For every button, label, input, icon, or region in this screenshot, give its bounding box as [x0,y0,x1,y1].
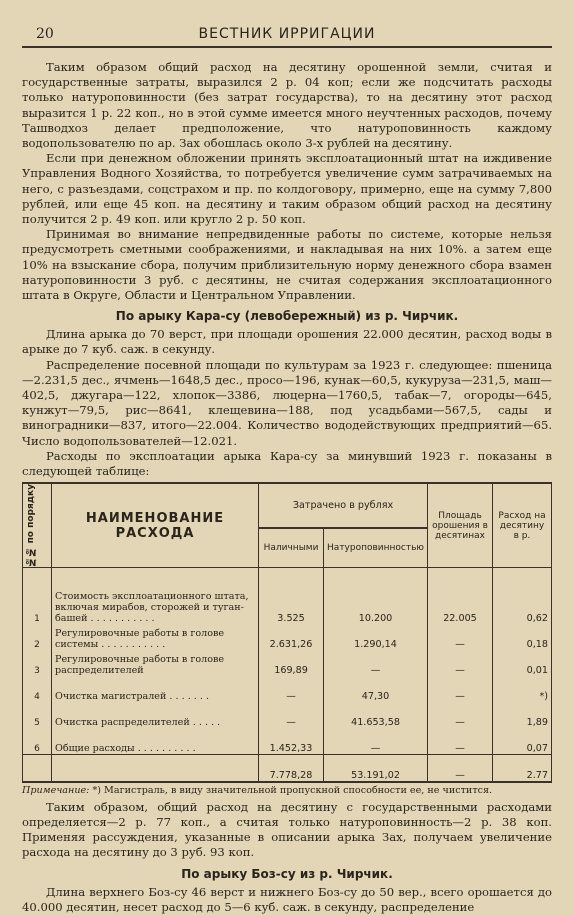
col-header-labor: Натуроповинностью [324,528,428,567]
total-labor: 53.191,02 [324,754,428,782]
col-header-number: №№ по порядку [23,483,52,567]
total-area: — [428,754,493,782]
row-name: Очистка распределителей . . . . . [52,702,259,728]
table-row [23,624,552,650]
row-cash: 169,89 [259,650,324,676]
page-content [22,60,552,915]
total-cash: 7.778,28 [259,754,324,782]
col-header-per-desyatina: Расход на десятину в р. [493,483,552,567]
row-area: — [428,728,493,755]
journal-title: ВЕСТНИК ИРРИГАЦИИ [198,26,376,42]
section-heading-boz-su: По арыку Боз-су из р. Чирчик. [181,866,393,881]
paragraph: Принимая во внимание непредвиденные работы по системе, которые нельзя предусмотреть сметными соображениями, и накладывая на них 10%. а затем еще 10% на взыскание сбора, получим приблизительную норму денежного сбора взамен натуроповинности 3 руб. с десятины, не считая содержания эксплоатационного штата в Округе, Области и Центральном Управлении. [22,227,552,303]
table-row [23,567,552,624]
row-cash: — [259,702,324,728]
row-name: Общие расходы . . . . . . . . . . [52,728,259,755]
table-note [22,785,552,796]
row-labor: 1.290,14 [324,624,428,650]
paragraph: Расходы по эксплоатации арыка Кара-су за минувший 1923 г. показаны в следующей таблице: [22,448,552,479]
row-number: 5 [23,702,52,728]
row-labor: 10.200 [324,567,428,624]
col-header-area: Площадь орошения в десятинах [428,483,493,567]
row-number: 2 [23,624,52,650]
row-number: 1 [23,567,52,624]
row-area: — [428,676,493,702]
page-header [22,22,552,48]
note-label: Примечание: [22,784,90,796]
paragraph: Распределение посевной площади по культурам за 1923 г. следующее: пшеница—2.231,5 дес., ячмень—1648,5 дес., просо—196, кунак—60,5, кукуруза—231,5, маш—402,5, джугара—122, хлопок—3386, люцерна—1760,5, табак—7, огороды—645, кунжут—79,5, рис—8641, клещевина—188, под усадьбами—567,5, сады и виноградники—837, итого—22.004. Количество вододействующих предприятий—65. Число водопользователей—12.021. [22,357,552,448]
col-header-cash: Наличными [259,528,324,567]
row-area: 22.005 [428,567,493,624]
paragraph: Длина арыка до 70 верст, при площади орошения 22.000 десятин, расход воды в арыке до 7 куб. саж. в секунду. [22,327,552,357]
row-per: 0,62 [493,567,552,624]
row-cash: 1.452,33 [259,728,324,755]
table-total-row [23,754,552,782]
table-row [23,728,552,755]
table-row [23,702,552,728]
paragraph: Таким образом общий расход на десятину орошенной земли, считая и государственные затраты, выразился 2 р. 04 коп; если же подсчитать расходы только натуроповинности (без затрат государства), то на десятину этот расход выразится 1 р. 22 коп., но в этой сумме имеется много неучтенных расходов, почему Ташводхоз делает предположение, что натуроповинность каждому водопользователю по ар. Зах обошлась около 3-х рублей на десятину. [22,60,552,151]
paragraph: Если при денежном обложении принять эксплоатационный штат на иждивение Управления Водного Хозяйства, то потребуется увеличение сумм затрачиваемых на него, с разъездами, соцстрахом и пр. по колдоговору, примерно, еще на сумму 7,800 рублей, или еще 45 коп. на десятину и таким образом общий расход на десятину получится 2 р. 49 коп. или кругло 2 р. 50 коп. [22,151,552,227]
row-cash: 2.631,26 [259,624,324,650]
table-row [23,650,552,676]
row-name: Стоимость эксплоатационного штата, включая мирабов, сторожей и туган-башей . . . . . . . . . . . [52,567,259,624]
row-cash: 3.525 [259,567,324,624]
row-labor: 47,30 [324,676,428,702]
row-area: — [428,702,493,728]
row-number: 4 [23,676,52,702]
paragraph: Длина верхнего Боз-су 46 верст и нижнего Боз-су до 50 вер., всего орошается до 40.000 десятин, несет расход до 5—6 куб. саж. в секунду, распределение [22,884,552,914]
table-row [23,676,552,702]
total-per: 2.77 [493,754,552,782]
row-per: 0,18 [493,624,552,650]
row-labor: 41.653,58 [324,702,428,728]
row-name: Регулировочные работы в голове распределителей [52,650,259,676]
paragraph: Таким образом, общий расход на десятину с государственными расходами определяется—2 р. 77 коп., а считая только натуроповинность—2 р. 38 коп. Применяя рассуждения, указанные в описании арыка Зах, получаем увеличение расхода на десятину до 3 руб. 93 коп. [22,799,552,860]
row-per: 1,89 [493,702,552,728]
row-area: — [428,650,493,676]
row-per: 0,07 [493,728,552,755]
row-labor: — [324,728,428,755]
row-number: 6 [23,728,52,755]
col-header-spent: Затрачено в рублях [259,483,428,528]
row-name: Регулировочные работы в голове системы . . . . . . . . . . . [52,624,259,650]
row-per: 0,01 [493,650,552,676]
row-per: *) [493,676,552,702]
section-heading-kara-su: По арыку Кара-су (левобережный) из р. Чирчик. [115,309,459,324]
expense-table [22,482,552,783]
row-name: Очистка магистралей . . . . . . . [52,676,259,702]
row-labor: — [324,650,428,676]
row-area: — [428,624,493,650]
col-header-name: НАИМЕНОВАНИЕ РАСХОДА [52,483,259,567]
page-number: 20 [36,26,54,42]
row-number: 3 [23,650,52,676]
note-text: *) Магистраль, в виду значительной пропускной способности ее, не чистится. [89,784,493,796]
row-cash: — [259,676,324,702]
